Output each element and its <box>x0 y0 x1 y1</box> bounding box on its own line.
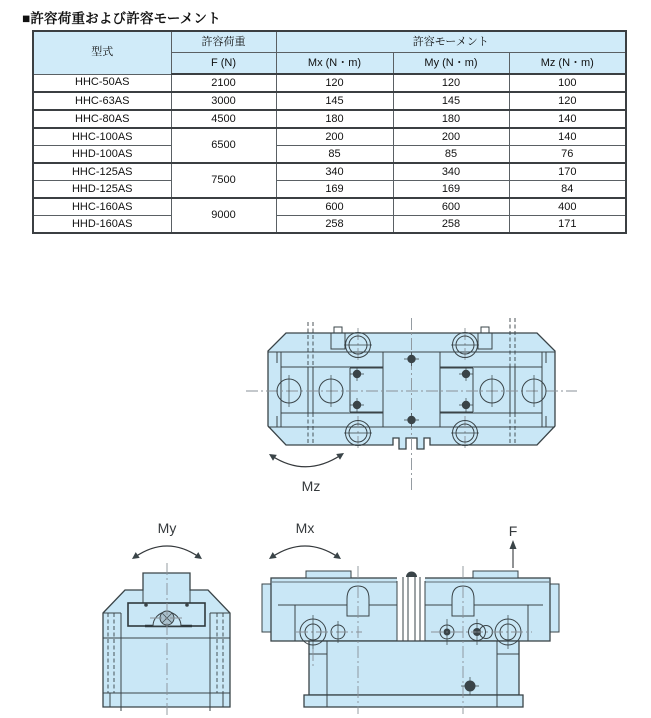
mx-cell: 340 <box>276 163 393 181</box>
mx-cell: 180 <box>276 110 393 128</box>
header-allowable-load: 許容荷重 <box>171 31 276 53</box>
mz-cell: 140 <box>509 128 626 146</box>
mx-label: Mx <box>295 520 315 536</box>
mx-cell: 600 <box>276 198 393 216</box>
mz-cell: 170 <box>509 163 626 181</box>
header-my-unit: My (N・m) <box>393 53 509 75</box>
base-plate <box>304 695 523 707</box>
f-label: F <box>508 523 518 539</box>
side-view-drawing <box>85 515 245 718</box>
center-screw-top <box>406 572 417 578</box>
front-view-drawing <box>255 518 570 718</box>
mz-cell: 100 <box>509 74 626 92</box>
lower-body <box>309 641 519 695</box>
my-cell: 340 <box>393 163 509 181</box>
mz-cell: 76 <box>509 146 626 164</box>
gripper-body-side-outline <box>103 573 230 707</box>
mx-cell: 169 <box>276 181 393 199</box>
mx-cell: 85 <box>276 146 393 164</box>
my-label: My <box>157 520 177 536</box>
table-row <box>33 92 626 110</box>
my-cell: 169 <box>393 181 509 199</box>
f-cell: 2100 <box>171 74 276 92</box>
f-cell: 4500 <box>171 110 276 128</box>
my-cell: 120 <box>393 74 509 92</box>
f-cell-merged: 6500 <box>171 128 276 163</box>
mx-cell: 120 <box>276 74 393 92</box>
header-model: 型式 <box>33 31 171 74</box>
table-row <box>33 110 626 128</box>
mz-label: Mz <box>301 478 321 494</box>
model-cell: HHC-160AS <box>33 198 171 216</box>
my-cell: 200 <box>393 128 509 146</box>
table-row <box>33 198 626 216</box>
mx-cell: 145 <box>276 92 393 110</box>
allowable-load-table <box>32 30 627 234</box>
header-mz-unit: Mz (N・m) <box>509 53 626 75</box>
model-cell: HHC-80AS <box>33 110 171 128</box>
table-row <box>33 146 626 164</box>
model-cell: HHD-160AS <box>33 216 171 234</box>
mz-cell: 120 <box>509 92 626 110</box>
mz-cell: 171 <box>509 216 626 234</box>
header-allowable-moment: 許容モーメント <box>276 31 626 53</box>
table-row <box>33 128 626 146</box>
table-header-row <box>33 31 626 53</box>
my-rotation-arrow <box>132 546 202 559</box>
mx-rotation-arrow <box>269 546 341 559</box>
model-cell: HHC-63AS <box>33 92 171 110</box>
mz-rotation-arrow <box>269 453 344 467</box>
model-cell: HHC-100AS <box>33 128 171 146</box>
force-arrow <box>510 540 517 568</box>
my-cell: 145 <box>393 92 509 110</box>
page-title: ■許容荷重および許容モーメント <box>22 11 221 26</box>
model-cell: HHD-125AS <box>33 181 171 199</box>
my-cell: 180 <box>393 110 509 128</box>
mx-cell: 258 <box>276 216 393 234</box>
f-cell-merged: 9000 <box>171 198 276 233</box>
top-tab-right <box>473 571 518 578</box>
f-cell: 3000 <box>171 92 276 110</box>
table-row <box>33 163 626 181</box>
mx-cell: 200 <box>276 128 393 146</box>
header-f-unit: F (N) <box>171 53 276 75</box>
my-cell: 258 <box>393 216 509 234</box>
my-cell: 85 <box>393 146 509 164</box>
mz-cell: 400 <box>509 198 626 216</box>
top-tab-left <box>306 571 351 578</box>
mz-cell: 140 <box>509 110 626 128</box>
mz-cell: 84 <box>509 181 626 199</box>
header-mx-unit: Mx (N・m) <box>276 53 393 75</box>
top-view-drawing <box>235 312 580 497</box>
table-row <box>33 74 626 92</box>
table-row <box>33 216 626 234</box>
my-cell: 600 <box>393 198 509 216</box>
f-cell-merged: 7500 <box>171 163 276 198</box>
model-cell: HHC-125AS <box>33 163 171 181</box>
model-cell: HHD-100AS <box>33 146 171 164</box>
model-cell: HHC-50AS <box>33 74 171 92</box>
table-row <box>33 181 626 199</box>
